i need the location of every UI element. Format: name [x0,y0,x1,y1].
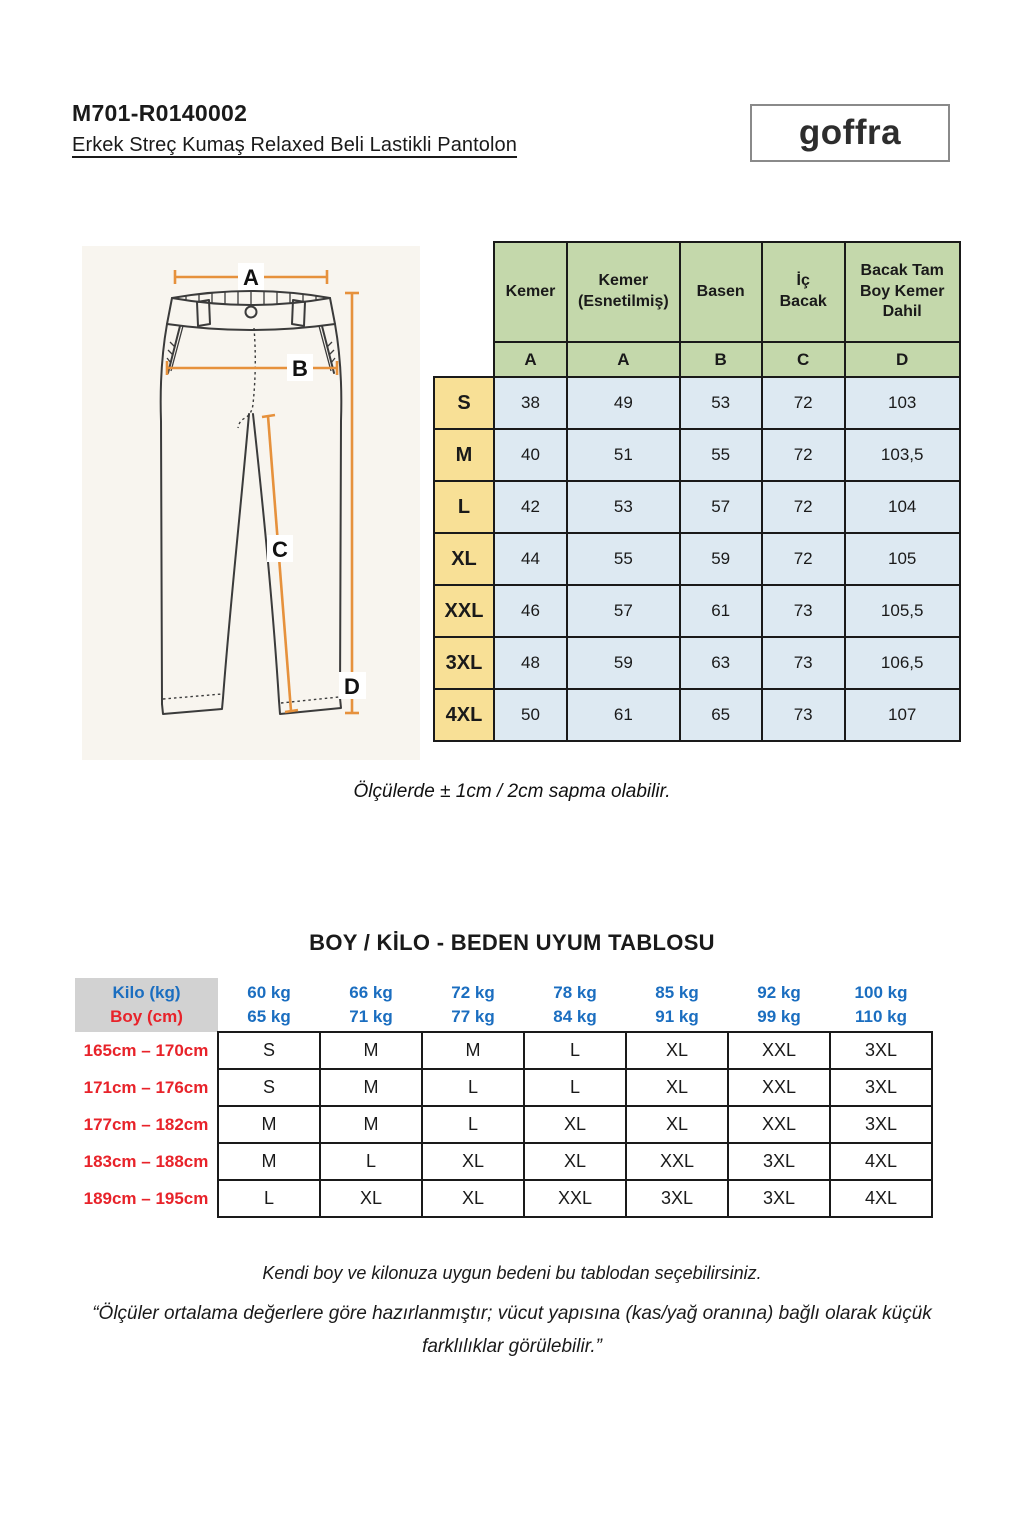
weight-range-high: 91 kg [655,1006,699,1026]
measurement-value: 72 [762,429,845,481]
recommended-size: XL [626,1069,728,1106]
recommended-size: XXL [524,1180,626,1217]
recommended-size: L [218,1180,320,1217]
size-table-row [434,637,960,689]
measurement-value: 105,5 [845,585,960,637]
measurement-value: 57 [680,481,762,533]
fit-table-row [75,1032,932,1069]
height-weight-fit-table [75,978,933,1218]
weight-range-low: 78 kg [553,982,597,1002]
fit-table-row [75,1180,932,1217]
weight-range-high: 84 kg [553,1006,597,1026]
height-range-label: 165cm – 170cm [75,1032,218,1069]
size-table-column-header: Bacak Tam Boy Kemer Dahil [845,242,960,342]
weight-column-header [422,978,524,1032]
size-table-corner [434,342,494,377]
weight-range-high: 77 kg [451,1006,495,1026]
size-table-row [434,585,960,637]
dimension-a-label: A [243,265,259,290]
recommended-size: XL [524,1106,626,1143]
pants-diagram-svg [82,246,420,760]
recommended-size: 3XL [830,1106,932,1143]
recommended-size: XL [626,1106,728,1143]
size-table-row [434,429,960,481]
size-table-column-header: İç Bacak [762,242,845,342]
size-label: M [434,429,494,481]
measurement-value: 72 [762,481,845,533]
kilo-kg-label: Kilo (kg) [112,983,181,1003]
fit-selection-note: Kendi boy ve kilonuza uygun bedeni bu tablodan seçebilirsiniz. [262,1263,762,1283]
size-table-row [434,481,960,533]
measurement-value: 73 [762,637,845,689]
height-range-label: 183cm – 188cm [75,1143,218,1180]
size-table-row [434,533,960,585]
dimension-c-label: C [272,537,288,562]
recommended-size: XXL [728,1106,830,1143]
recommended-size: L [422,1106,524,1143]
weight-range-high: 71 kg [349,1006,393,1026]
weight-column-header [728,978,830,1032]
measurement-value: 55 [680,429,762,481]
measurement-value: 53 [567,481,680,533]
recommended-size: L [524,1069,626,1106]
fit-table-row [75,1106,932,1143]
recommended-size: M [422,1032,524,1069]
size-table-letter-header: D [845,342,960,377]
recommended-size: 3XL [830,1069,932,1106]
dimension-d-line [339,293,366,713]
size-label: 4XL [434,689,494,741]
measurement-value: 103 [845,377,960,429]
size-table-column-header: Kemer [494,242,567,342]
recommended-size: XL [422,1143,524,1180]
recommended-size: XXL [728,1069,830,1106]
recommended-size: 4XL [830,1180,932,1217]
weight-range-low: 72 kg [451,982,495,1002]
recommended-size: S [218,1032,320,1069]
recommended-size: XXL [728,1032,830,1069]
weight-range-high: 110 kg [855,1006,907,1026]
height-range-label: 177cm – 182cm [75,1106,218,1143]
size-table-letter-header: C [762,342,845,377]
weight-range-low: 60 kg [247,982,291,1002]
boy-cm-label: Boy (cm) [110,1007,183,1026]
weight-column-header [320,978,422,1032]
weight-column-header [524,978,626,1032]
weight-range-low: 66 kg [349,982,393,1002]
measurement-value: 57 [567,585,680,637]
fit-table-row [75,1143,932,1180]
fit-table-corner [75,978,218,1032]
pants-outline [161,291,342,714]
size-table-column-header: Kemer (Esnetilmiş) [567,242,680,342]
dimension-d-label: D [344,674,360,699]
title-block [72,100,517,157]
pants-measurement-diagram [82,246,420,760]
measurement-value: 73 [762,585,845,637]
fit-table-title: BOY / KİLO - BEDEN UYUM TABLOSU [309,930,715,955]
size-measurements-table [433,241,961,742]
recommended-size: L [320,1143,422,1180]
size-table-row [434,689,960,741]
size-table-head [434,242,960,377]
size-table-body [434,377,960,741]
recommended-size: 3XL [830,1032,932,1069]
brand-logo [750,104,950,162]
measurement-value: 55 [567,533,680,585]
recommended-size: M [320,1106,422,1143]
recommended-size: XL [320,1180,422,1217]
measurement-value: 73 [762,689,845,741]
measurement-value: 40 [494,429,567,481]
measurement-value: 42 [494,481,567,533]
dimension-b-label: B [292,356,308,381]
button-icon [246,307,257,318]
dimension-a-line [175,263,327,290]
measurement-value: 44 [494,533,567,585]
measurement-value: 63 [680,637,762,689]
measurement-value: 59 [680,533,762,585]
measurement-value: 61 [567,689,680,741]
recommended-size: XL [524,1143,626,1180]
recommended-size: M [320,1032,422,1069]
recommended-size: XL [422,1180,524,1217]
recommended-size: L [524,1032,626,1069]
weight-column-header [626,978,728,1032]
disclaimer-note: “Ölçüler ortalama değerlere göre hazırlanmıştır; vücut yapısına (kas/yağ oranına) bağlı olarak küçük farklılıklar görülebilir.” [92,1303,932,1358]
weight-range-high: 65 kg [247,1006,291,1026]
size-label: 3XL [434,637,494,689]
fit-table-body [75,1032,932,1217]
fit-table-head [75,978,932,1032]
recommended-size: 4XL [830,1143,932,1180]
measurement-value: 72 [762,377,845,429]
height-range-label: 171cm – 176cm [75,1069,218,1106]
recommended-size: 3XL [626,1180,728,1217]
measurement-value: 106,5 [845,637,960,689]
recommended-size: 3XL [728,1180,830,1217]
measurement-value: 48 [494,637,567,689]
recommended-size: S [218,1069,320,1106]
measurement-value: 72 [762,533,845,585]
measurement-value: 107 [845,689,960,741]
recommended-size: XL [626,1032,728,1069]
size-table-column-header: Basen [680,242,762,342]
measurement-value: 46 [494,585,567,637]
measurement-value: 49 [567,377,680,429]
weight-column-header [218,978,320,1032]
product-code: M701-R0140002 [72,100,248,126]
weight-range-low: 100 kg [854,982,908,1002]
size-table-letter-header: A [567,342,680,377]
measurement-value: 59 [567,637,680,689]
measurement-value: 50 [494,689,567,741]
size-table-letter-header: A [494,342,567,377]
recommended-size: M [218,1143,320,1180]
size-label: L [434,481,494,533]
measurement-value: 51 [567,429,680,481]
measurement-value: 103,5 [845,429,960,481]
measurement-value: 105 [845,533,960,585]
measurement-value: 53 [680,377,762,429]
dimension-b-line [167,354,337,381]
size-table-row [434,377,960,429]
recommended-size: M [320,1069,422,1106]
size-table-letter-header: B [680,342,762,377]
weight-column-header [830,978,932,1032]
size-label: XXL [434,585,494,637]
weight-range-low: 85 kg [655,982,699,1002]
recommended-size: 3XL [728,1143,830,1180]
brand-logo-text: goffra [798,113,902,152]
recommended-size: XXL [626,1143,728,1180]
size-table-corner [434,242,494,342]
size-label: XL [434,533,494,585]
recommended-size: L [422,1069,524,1106]
fit-table-row [75,1069,932,1106]
measurement-value: 38 [494,377,567,429]
weight-range-low: 92 kg [757,982,801,1002]
tolerance-note: Ölçülerde ± 1cm / 2cm sapma olabilir. [353,781,671,802]
recommended-size: M [218,1106,320,1143]
size-label: S [434,377,494,429]
measurement-value: 65 [680,689,762,741]
product-name: Erkek Streç Kumaş Relaxed Beli Lastikli Pantolon [72,134,518,156]
height-range-label: 189cm – 195cm [75,1180,218,1217]
measurement-value: 104 [845,481,960,533]
measurement-value: 61 [680,585,762,637]
weight-range-high: 99 kg [757,1006,801,1026]
